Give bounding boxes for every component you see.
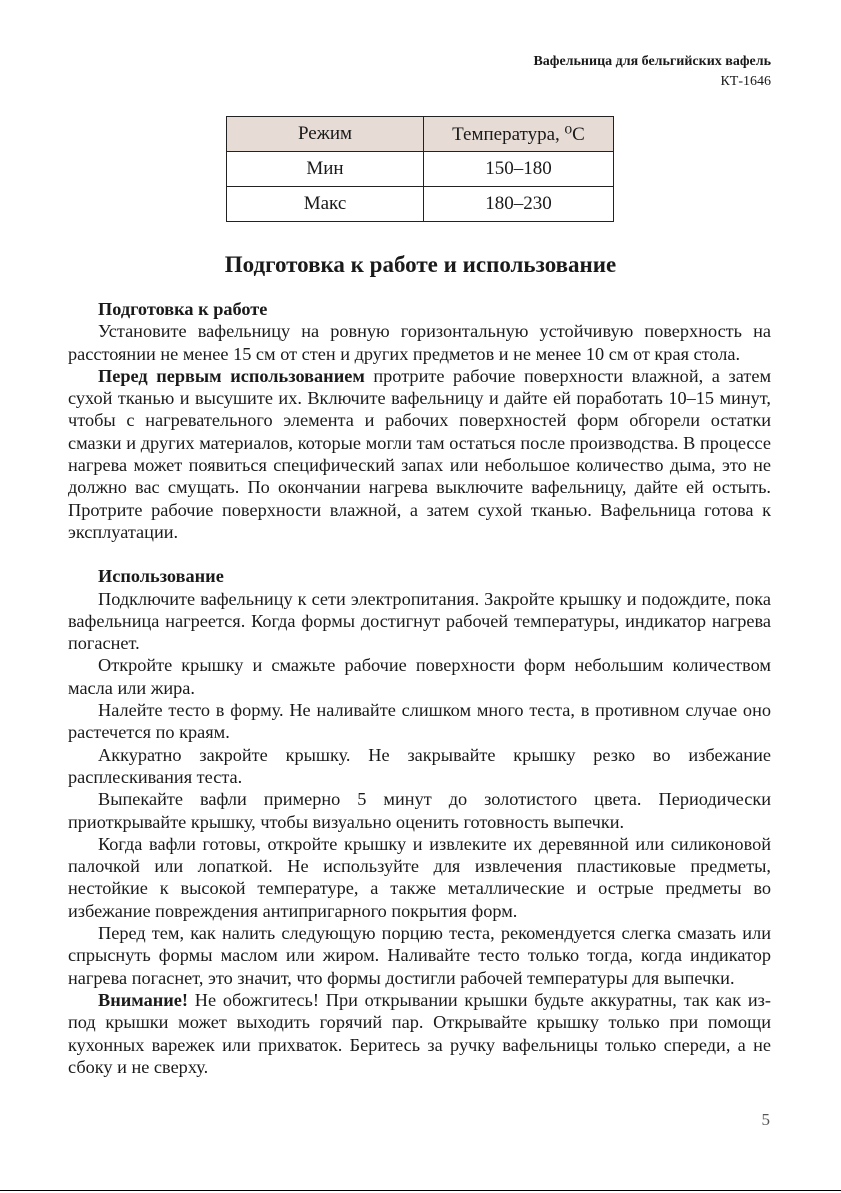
table-row <box>227 152 614 187</box>
bold-phrase: Перед первым использованием <box>98 365 365 386</box>
paragraph: Когда вафли готовы, откройте крышку и извлеките их деревянной или силиконовой палочкой или лопаткой. Не используйте для извлечения пластиковые предметы, нестойкие к высокой температуре, а также металлические и острые предметы во избежание повреждения антипригарного покрытия форм. <box>68 833 771 921</box>
model-number: КТ-1646 <box>720 74 771 89</box>
paragraph: Перед тем, как налить следующую порцию теста, рекомендуется слегка смазать или спрыснуть формы маслом или жиром. Наливайте тесто только тогда, когда индикатор нагрева погаснет, это значит, что формы достигли рабочей температуры для выпечки. <box>68 923 771 988</box>
table-cell-temperature: 180–230 <box>424 187 614 222</box>
bottom-rule <box>0 1190 841 1191</box>
heading-preparation: Подготовка к работе <box>98 299 268 319</box>
paragraph: Налейте тесто в форму. Не наливайте слишком много теста, в противном случае оно растечется по краям. <box>68 700 771 743</box>
table-cell-mode: Мин <box>227 152 424 187</box>
product-name: Вафельница для бельгийских вафель <box>533 54 771 69</box>
paragraph-text: протрите рабочие поверхности влажной, а затем сухой тканью и высушите их. Включите вафельницу и дайте ей поработать 10–15 минут, чтобы с нагревательного элемента и рабочих поверхностей форм обгорели остатки смазки и других материалов, которые могли там остаться после производства. В процессе нагрева может появиться специфический запах или небольшое количество дыма, это не должно вас смущать. По окончании нагрева выключите вафельницу, дайте ей остыть. Протрите рабочие поверхности влажной, а затем сухой тканью. Вафельница готова к эксплуатации. <box>68 365 772 542</box>
table-header-temperature: Температура, ⁰С <box>424 117 614 152</box>
paragraph <box>68 989 771 1078</box>
page-number: 5 <box>761 1110 770 1129</box>
table-header-mode: Режим <box>227 117 424 152</box>
page-header <box>533 52 771 92</box>
table-cell-temperature: 150–180 <box>424 152 614 187</box>
paragraph-text: Не обожгитесь! При открывании крышки будьте аккуратны, так как из-под крышки может выходить горячий пар. Открывайте крышку только при помощи кухонных варежек или прихваток. Беритесь за ручку вафельницы только спереди, а не сбоку и не сверху. <box>68 989 771 1077</box>
paragraph: Выпекайте вафли примерно 5 минут до золотистого цвета. Периодически приоткрывайте крышку, чтобы визуально оценить готовность выпечки. <box>68 789 771 832</box>
temperature-table <box>226 116 614 222</box>
spacer <box>68 543 771 565</box>
heading-usage: Использование <box>98 566 224 587</box>
paragraph: Аккуратно закройте крышку. Не закрывайте крышку резко во избежание расплескивания теста. <box>68 744 771 787</box>
table-header-row <box>227 117 614 152</box>
paragraph <box>68 365 771 543</box>
paragraph: Подключите вафельницу к сети электропитания. Закройте крышку и подождите, пока вафельница нагреется. Когда формы достигнут рабочей температуры, индикатор нагрева погаснет. <box>68 588 771 654</box>
warning-label: Внимание! <box>98 989 188 1010</box>
body-text <box>68 298 771 1078</box>
table-row <box>227 187 614 222</box>
section-title: Подготовка к работе и использование <box>224 252 617 277</box>
table-cell-mode: Макс <box>227 187 424 222</box>
paragraph: Установите вафельницу на ровную горизонтальную устойчивую поверхность на расстоянии не менее 15 см от стен и других предметов и не менее 10 см от края стола. <box>68 321 771 364</box>
paragraph: Откройте крышку и смажьте рабочие поверхности форм небольшим количеством масла или жира. <box>68 655 771 698</box>
